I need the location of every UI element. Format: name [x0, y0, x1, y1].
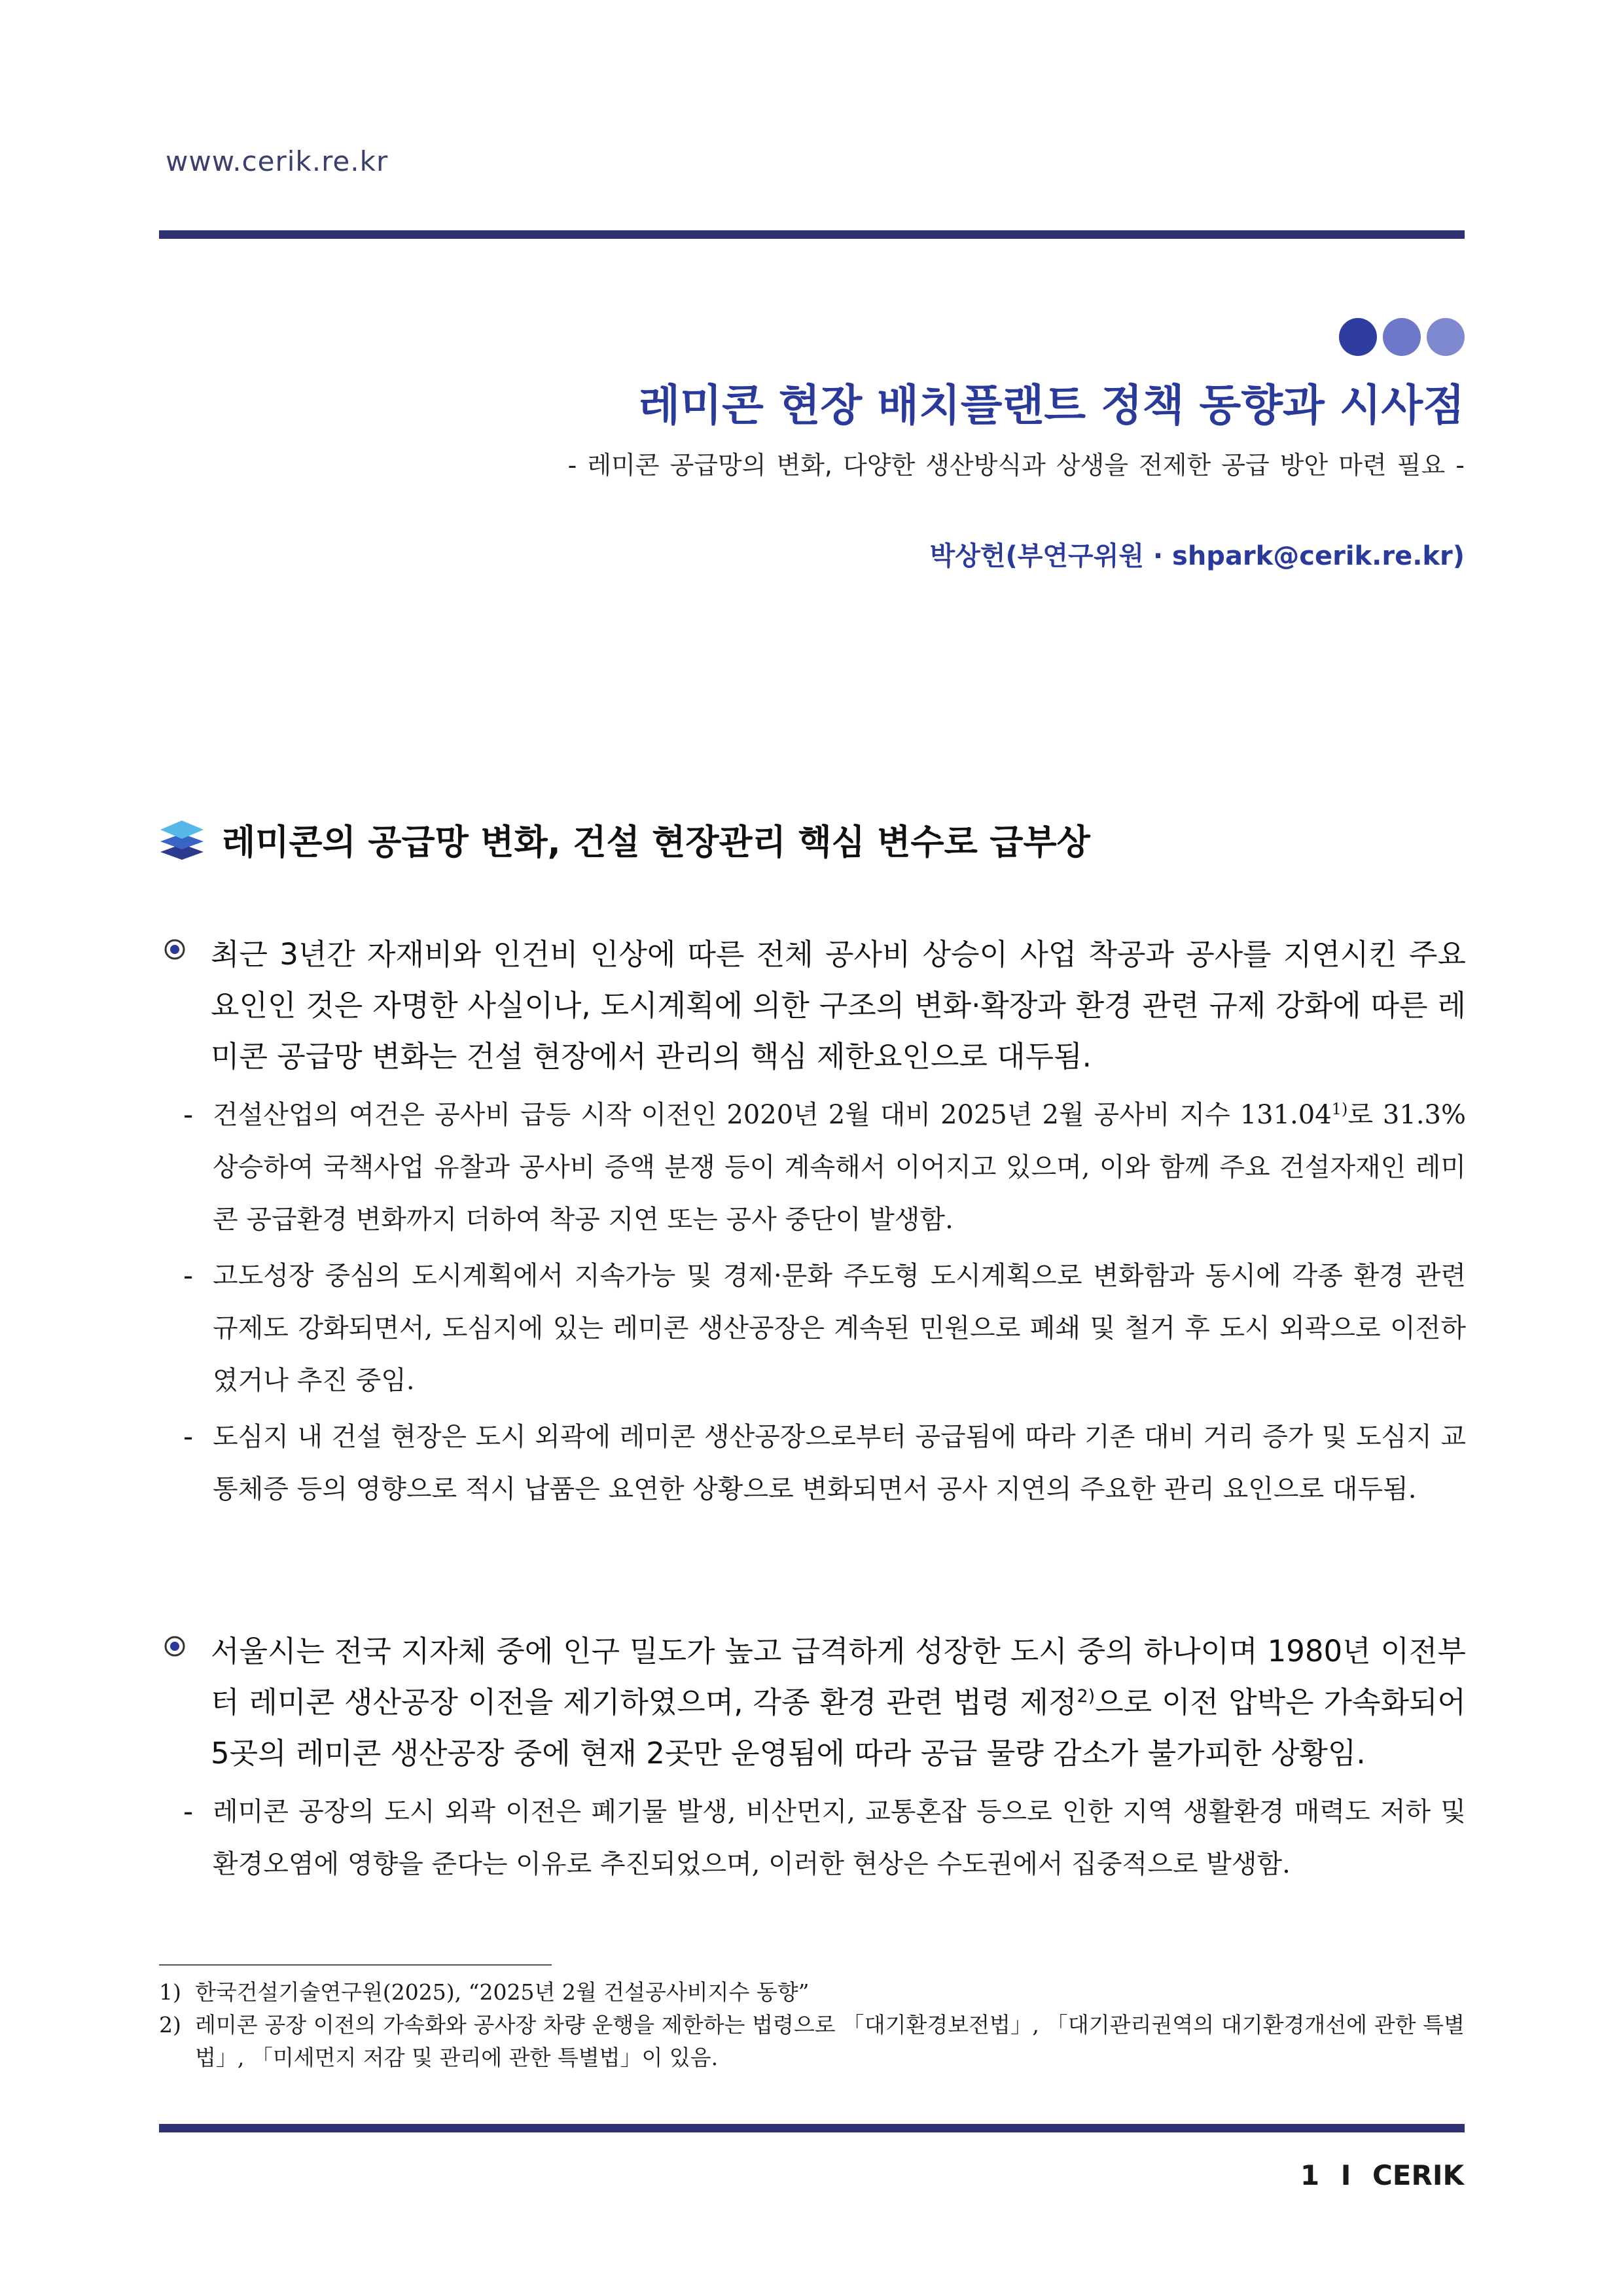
- section-title: 레미콘의 공급망 변화, 건설 현장관리 핵심 변수로 급부상: [222, 822, 1090, 862]
- page-subtitle: - 레미콘 공급망의 변화, 다양한 생산방식과 상생을 전제한 공급 방안 마련 필요 -: [567, 451, 1465, 480]
- dash-marker: -: [183, 1260, 194, 1292]
- footnote-text: 한국건설기술연구원(2025), “2025년 2월 건설공사비지수 동향”: [195, 1979, 810, 2005]
- footer-separator: I: [1340, 2159, 1351, 2191]
- dash-marker: -: [183, 1421, 194, 1453]
- dot-1: [1339, 318, 1377, 356]
- dash-marker: -: [183, 1795, 194, 1828]
- footnote-number: 2): [159, 2012, 181, 2038]
- main-bullet: [164, 929, 1466, 1082]
- sub-item: [164, 1089, 1466, 1246]
- sub-item-text: 레미콘 공장의 도시 외곽 이전은 폐기물 발생, 비산먼지, 교통혼잡 등으로 인한 지역 생활환경 매력도 저하 및 환경오염에 영향을 준다는 이유로 추진되었으며, 이러한 현상은 수도권에서 집중적으로 발생함.: [213, 1797, 1466, 1879]
- footer-rule: [159, 2124, 1465, 2132]
- page-footer: [1300, 2159, 1464, 2191]
- footnote-ref-1[interactable]: 1): [1331, 1099, 1348, 1118]
- sub-item-text: 건설산업의 여건은 공사비 급등 시작 이전인 2020년 2월 대비 2025년 2월 공사비 지수 131.04$^{1)}$로 31.3% 상승하여 국책사업 유찰과 공사비 증액 분쟁 등이 계속해서 이어지고 있으며, 이와 함께 주요 건설자재인 레미콘 공급환경 변화까지 더하여 착공 지연 또는 공사 중단이 발생함.: [213, 1099, 1466, 1235]
- paragraph-2: [164, 1626, 1466, 1894]
- stacked-layers-icon: [159, 818, 205, 861]
- footnote-text: 레미콘 공장 이전의 가속화와 공사장 차량 운행을 제한하는 법령으로 「대기환경보전법」, 「대기관리권역의 대기환경개선에 관한 특별법」, 「미세먼지 저감 및 관리에 관한 특별법」이 있음.: [195, 2012, 1465, 2070]
- main-bullet-text: 최근 3년간 자재비와 인건비 인상에 따른 전체 공사비 상승이 사업 착공과 공사를 지연시킨 주요 요인인 것은 자명한 사실이나, 도시계획에 의한 구조의 변화·확장과 환경 관련 규제 강화에 따른 레미콘 공급망 변화는 건설 현장에서 관리의 핵심 제한요인으로 대두됨.: [211, 937, 1466, 1074]
- circle-bullet-icon: [164, 938, 186, 961]
- sub-list: [164, 1089, 1466, 1515]
- paragraph-1: [164, 929, 1466, 1519]
- dot-2: [1383, 318, 1421, 356]
- footnote-2: [159, 2009, 1465, 2074]
- footnote-1: [159, 1976, 1465, 2009]
- sub-item: [164, 1250, 1466, 1407]
- header-rule: [159, 230, 1465, 239]
- footer-org: CERIK: [1372, 2159, 1464, 2191]
- circle-bullet-icon: [164, 1635, 186, 1657]
- sub-item-text: 도심지 내 건설 현장은 도시 외곽에 레미콘 생산공장으로부터 공급됨에 따라 기존 대비 거리 증가 및 도심지 교통체증 등의 영향으로 적시 납품은 요연한 상황으로 변화되면서 공사 지연의 주요한 관리 요인으로 대두됨.: [213, 1422, 1466, 1504]
- sub-list: [164, 1786, 1466, 1890]
- footnotes: [159, 1976, 1465, 2074]
- section-heading: [159, 815, 1090, 864]
- dot-3: [1427, 318, 1465, 356]
- footnote-number: 1): [159, 1979, 181, 2005]
- page-number: 1: [1300, 2159, 1320, 2191]
- dash-marker: -: [183, 1099, 194, 1131]
- page-title: 레미콘 현장 배치플랜트 정책 동향과 시사점: [638, 380, 1465, 431]
- main-bullet-text: 서울시는 전국 지자체 중에 인구 밀도가 높고 급격하게 성장한 도시 중의 하나이며 1980년 이전부터 레미콘 생산공장 이전을 제기하였으며, 각종 환경 관련 법령 제정$^{2)}$으로 이전 압박은 가속화되어 5곳의 레미콘 생산공장 중에 현재 2곳만 운영됨에 따라 공급 물량 감소가 불가피한 상황임.: [211, 1634, 1467, 1771]
- footnote-divider: [159, 1964, 552, 1966]
- site-url[interactable]: www.cerik.re.kr: [166, 145, 389, 177]
- sub-item: [164, 1786, 1466, 1890]
- title-dots-decoration: [1339, 318, 1465, 356]
- main-bullet: [164, 1626, 1466, 1779]
- author-line: 박상헌(부연구위원 · shpark@cerik.re.kr): [929, 541, 1465, 571]
- sub-item: [164, 1411, 1466, 1515]
- footnote-ref-2[interactable]: 2): [1077, 1686, 1096, 1706]
- sub-item-text: 고도성장 중심의 도시계획에서 지속가능 및 경제·문화 주도형 도시계획으로 변화함과 동시에 각종 환경 관련 규제도 강화되면서, 도심지에 있는 레미콘 생산공장은 계속된 민원으로 폐쇄 및 철거 후 도시 외곽으로 이전하였거나 추진 중임.: [213, 1261, 1466, 1396]
